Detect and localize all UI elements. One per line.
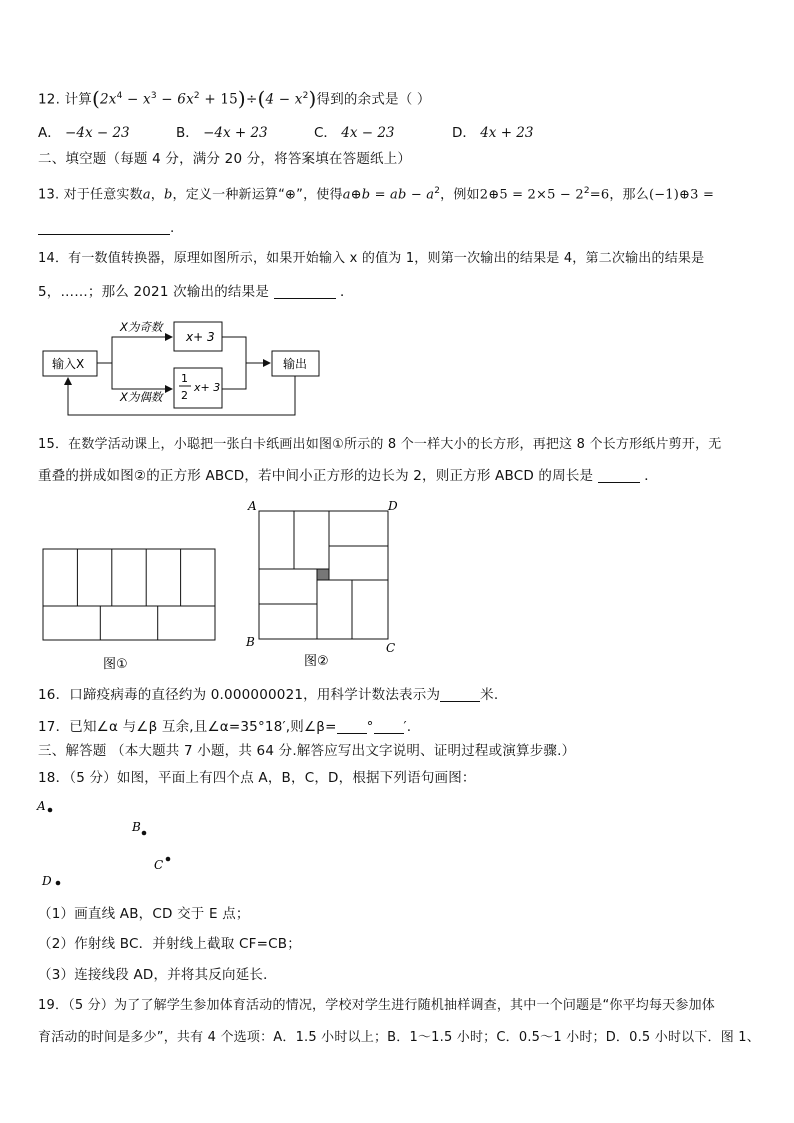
- q12-option-b: B． −4x + 23: [176, 125, 268, 141]
- odd-operation-expr: x+ 3: [186, 330, 215, 344]
- even-fraction-numerator: 1: [181, 372, 188, 385]
- output-box-label: 输出: [283, 357, 308, 371]
- q12-stem: 12. 计算$(2x^4 - x^3 - 6x^2 + 15)\div(4 - x^2)$得到的余式是（ ）: [38, 86, 431, 111]
- odd-branch-label: X为奇数: [120, 320, 163, 334]
- point-b: [142, 831, 147, 836]
- vertex-c-label: C: [386, 641, 396, 655]
- q17-stem: 17．已知∠α 与∠β 互余,且∠α=35°18′,则∠β= ° ′.: [38, 719, 412, 735]
- q14-line-1: 14．有一数值转换器，原理如图所示，如果开始输入 x 的值为 1，则第一次输出的结果是 4，第二次输出的结果是: [38, 251, 705, 266]
- input-box-label: 输入X: [52, 357, 85, 371]
- even-operation-expr: x+ 3: [194, 381, 221, 394]
- q14-line-2: 5，……；那么 2021 次输出的结果是 ．: [38, 284, 354, 300]
- q12-option-d: D． 4x + 23: [452, 125, 534, 141]
- even-operation-box: [174, 368, 222, 408]
- point-c: [166, 857, 171, 862]
- point-b-label: B: [132, 820, 141, 834]
- even-fraction-denominator: 2: [181, 389, 188, 402]
- q15-line-2: 重叠的拼成如图②的正方形 ABCD，若中间小正方形的边长为 2，则正方形 ABCD 的周长是 ．: [38, 468, 658, 484]
- q14-answer-blank[interactable]: [274, 284, 336, 299]
- section-3-heading: 三、解答题 （本大题共 7 小题，共 64 分.解答应写出文字说明、证明过程或演算步骤.）: [38, 743, 576, 759]
- figure-2-caption: 图②: [304, 654, 329, 669]
- point-c-label: C: [154, 858, 164, 872]
- q15-line-1: 15．在数学活动课上，小聪把一张白卡纸画出如图①所示的 8 个一样大小的长方形，再把这 8 个长方形纸片剪开，无: [38, 437, 722, 452]
- q12-number: 12.: [38, 91, 61, 108]
- q18-item-3: （3）连接线段 AD，并将其反向延长．: [38, 967, 277, 983]
- point-a-label: A: [37, 799, 46, 813]
- q19-line-1: 19．（5 分）为了了解学生参加体育活动的情况，学校对学生进行随机抽样调查，其中一个问题是“你平均每天参加体: [38, 998, 715, 1013]
- q18-item-1: （1）画直线 AB，CD 交于 E 点；: [38, 906, 250, 922]
- center-small-square: [317, 569, 329, 580]
- vertex-d-label: D: [388, 499, 398, 513]
- point-d-label: D: [42, 874, 52, 888]
- q16-answer-blank[interactable]: [440, 687, 480, 702]
- input-box: [43, 351, 97, 376]
- q12-option-c: C． 4x − 23: [314, 125, 395, 141]
- figure-1: [43, 549, 215, 640]
- vertex-b-label: B: [246, 635, 255, 649]
- figure-2: [259, 511, 388, 639]
- q19-line-2: 育活动的时间是多少”，共有 4 个选项：A．1.5 小时以上；B．1～1.5 小时；C．0.5～1 小时；D．0.5 小时以下．图 1、: [38, 1030, 760, 1045]
- q16-stem: 16．口蹄疫病毒的直径约为 0.000000021，用科学计数法表示为 米.: [38, 687, 499, 703]
- q18-stem: 18．（5 分）如图，平面上有四个点 A，B，C，D，根据下列语句画图：: [38, 770, 476, 786]
- odd-operation-box: [174, 322, 222, 351]
- vertex-a-label: A: [248, 499, 257, 513]
- even-branch-label: X为偶数: [120, 390, 163, 404]
- output-box: [272, 351, 319, 376]
- point-d: [56, 881, 61, 886]
- point-a: [48, 808, 53, 813]
- q15-answer-blank[interactable]: [598, 468, 640, 483]
- q13-stem: 13. 对于任意实数a，b，定义一种新运算“⊕”，使得a⊕b = ab − $a^2$，例如2⊕5 = $2\times 5 - 2^2=6$，那么(−1)⊕3 =: [38, 186, 715, 203]
- q18-item-2: （2）作射线 BC．并射线上截取 CF=CB；: [38, 936, 301, 952]
- q17-degree-blank[interactable]: [337, 719, 367, 734]
- q12-option-a: A． −4x − 23: [38, 125, 130, 141]
- figure-1-caption: 图①: [103, 657, 128, 672]
- section-2-heading: 二、填空题（每题 4 分，满分 20 分，将答案填在答题纸上）: [38, 151, 412, 167]
- q13-answer-blank[interactable]: .: [38, 218, 175, 238]
- q17-minute-blank[interactable]: [374, 719, 404, 734]
